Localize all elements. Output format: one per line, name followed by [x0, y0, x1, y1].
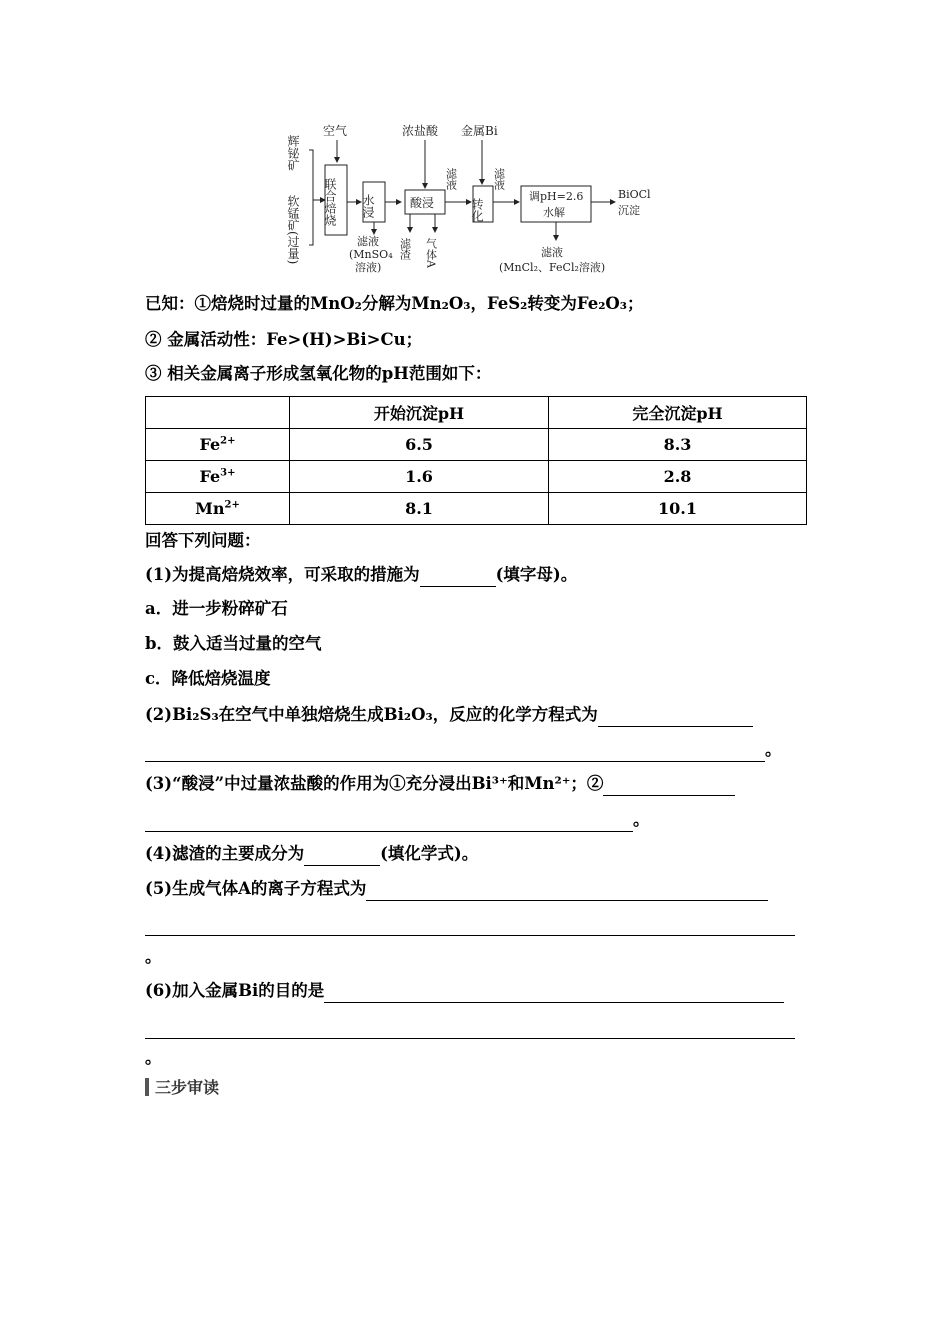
answer-intro: 回答下列问题： [145, 531, 261, 550]
product2-label: 沉淀 [618, 204, 640, 217]
product1-label: BiOCl [618, 188, 651, 201]
answer-blank[interactable] [366, 882, 768, 901]
table-header: 完全沉淀pH [549, 397, 807, 429]
option-a: a．进一步粉碎矿石 [145, 599, 288, 618]
roast-label: 联合焙烧 [323, 178, 337, 226]
hydro2-label: 水解 [543, 206, 565, 219]
residue-label: 滤渣 [398, 238, 412, 260]
hydro1-label: 调pH=2.6 [529, 190, 584, 203]
end-ph-cell: 10.1 [549, 493, 807, 525]
start-ph-cell: 8.1 [290, 493, 549, 525]
table-header [146, 397, 290, 429]
bi-metal-label: 金属Bi [461, 124, 498, 138]
filtrate1-label: 滤液 [357, 235, 379, 248]
question-1: (1)为提高焙烧效率，可采取的措施为 (填字母)。 [145, 563, 577, 587]
table-row [146, 461, 807, 493]
answer-blank[interactable] [420, 568, 496, 587]
question-4: (4)滤渣的主要成分为 (填化学式)。 [145, 842, 478, 866]
table-header-row [146, 397, 807, 429]
question-6-cont [145, 1015, 795, 1039]
option-b: b．鼓入适当过量的空气 [145, 634, 322, 653]
question-5-cont [145, 912, 795, 936]
start-ph-cell: 6.5 [290, 429, 549, 461]
question-5: (5)生成气体A的离子方程式为 [145, 877, 768, 901]
filtrate2-label: 滤液 [444, 168, 458, 190]
air-label: 空气 [323, 124, 348, 138]
answer-blank[interactable] [145, 743, 765, 762]
question-3-cont: 。 [145, 808, 650, 832]
question-3: (3)“酸浸”中过量浓盐酸的作用为①充分浸出Bi³⁺和Mn²⁺；② [145, 772, 735, 796]
section-bar [145, 1078, 149, 1096]
answer-blank[interactable] [145, 813, 633, 832]
ore2-label: 软锰矿(过量) [286, 195, 300, 265]
question-6-end: 。 [145, 1048, 162, 1067]
table-header: 开始沉淀pH [290, 397, 549, 429]
acid-label: 酸浸 [410, 196, 435, 210]
water-label: 水浸 [361, 194, 375, 218]
table-row [146, 493, 807, 525]
end-ph-cell: 2.8 [549, 461, 807, 493]
process-flowchart [285, 120, 665, 285]
filtrate4-label: 滤液 [541, 246, 563, 259]
answer-blank[interactable] [603, 777, 735, 796]
answer-blank[interactable] [324, 984, 784, 1003]
ion-cell: $Fe^{3+}$ [146, 461, 290, 493]
hcl-label: 浓盐酸 [402, 124, 439, 138]
bracket [309, 150, 313, 245]
filtrate1c-label: 溶液) [355, 261, 382, 274]
known-3: ③ 相关金属离子形成氢氧化物的pH范围如下： [145, 364, 492, 383]
section-heading [145, 1075, 219, 1098]
question-2-cont: 。 [145, 738, 782, 762]
end-ph-cell: 8.3 [549, 429, 807, 461]
option-c: c．降低焙烧温度 [145, 669, 271, 688]
question-6: (6)加入金属Bi的目的是 [145, 979, 784, 1003]
convert-label: 转化 [470, 198, 484, 222]
start-ph-cell: 1.6 [290, 461, 549, 493]
ore1-label: 辉铋矿 [286, 135, 300, 171]
ion-cell: $Fe^{2+}$ [146, 429, 290, 461]
answer-blank[interactable] [598, 708, 753, 727]
filtrate4b-label: (MnCl₂、FeCl₂溶液) [499, 261, 606, 274]
answer-blank[interactable] [304, 847, 380, 866]
answer-blank[interactable] [145, 917, 795, 936]
section-title: 三步审读 [155, 1078, 220, 1097]
known-2: ② 金属活动性：Fe>(H)>Bi>Cu； [145, 330, 423, 349]
ph-table [145, 396, 807, 525]
question-5-end: 。 [145, 947, 162, 966]
ion-cell: $Mn^{2+}$ [146, 493, 290, 525]
filtrate3-label: 滤液 [492, 168, 506, 190]
gas-label: 气体A [424, 238, 438, 268]
question-2: (2)Bi₂S₃在空气中单独焙烧生成Bi₂O₃，反应的化学方程式为 [145, 703, 753, 727]
known-1: 已知：①焙烧时过量的MnO₂分解为Mn₂O₃，FeS₂转变为Fe₂O₃； [145, 294, 644, 313]
table-row [146, 429, 807, 461]
answer-blank[interactable] [145, 1020, 795, 1039]
filtrate1b-label: (MnSO₄ [349, 248, 393, 261]
